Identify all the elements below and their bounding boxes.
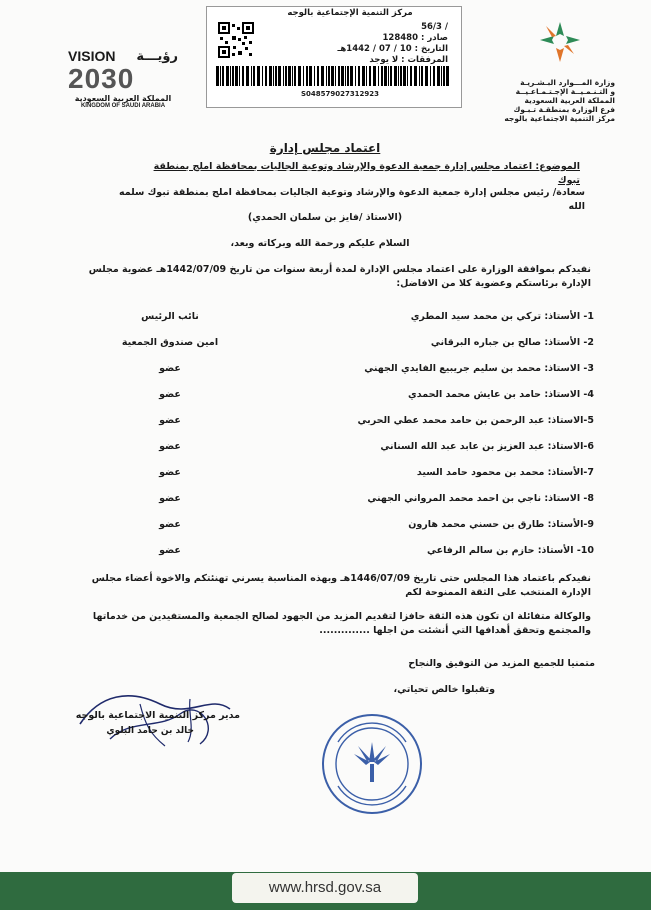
member-role: عضو — [159, 389, 181, 400]
vision-country-ar: المملكة العربية السعودية — [74, 94, 172, 103]
member-role: عضو — [159, 441, 181, 452]
ministry-line: فرع الوزارة بمنطقـة تـبـوك — [513, 105, 615, 114]
signer-name: خالد بن حامد البلوي — [106, 726, 194, 736]
official-seal-icon — [320, 712, 424, 816]
footer-website-link[interactable]: www.hrsd.gov.sa — [268, 879, 382, 896]
member-role: عضو — [159, 363, 181, 374]
member-name: 6-الاستاذ: عبد العزيز بن عابد عبد الله السناني — [380, 441, 594, 452]
signer-title: مدير مركز التنمية الاجتماعية بالوجه — [75, 710, 240, 721]
vision-year: 2030 — [68, 63, 135, 94]
member-role: عضو — [159, 493, 181, 504]
stamp-ref-number: / 56/3 — [421, 22, 448, 32]
member-role: عضو — [159, 467, 181, 478]
qr-code-icon — [218, 22, 254, 58]
vision-arabic-label: رؤيـــة — [136, 49, 178, 64]
stamp-outgoing-number: صادر : 128480 — [382, 33, 448, 43]
member-name: 7-الأستاذ: محمد بن محمود حامد السيد — [416, 467, 594, 478]
member-name: 4- الاستاذ: حامد بن عايش محمد الحمدي — [408, 389, 594, 400]
stamp-attachments: المرفقات : لا يوجد — [369, 55, 448, 65]
letter-heading: اعتماد مجلس إدارة — [269, 141, 381, 155]
stamp-center-name: مركز التنمية الإجتماعية بالوجه — [287, 8, 413, 18]
ministry-name-block — [490, 78, 615, 123]
member-role: نائب الرئيس — [141, 311, 199, 322]
ministry-line: و التـنـمـيــة الإجـتـمـاعـيــة — [515, 87, 615, 96]
barcode-icon — [216, 66, 452, 86]
member-name: 3- الاستاذ: محمد بن سليم جريبيع الفايدي الجهني — [364, 363, 594, 374]
letter-regards: وتقبلوا خالص تحياتي، — [393, 684, 495, 695]
ministry-line: وزارة المـــوارد البـشـريـة — [520, 78, 615, 87]
member-role: امين صندوق الجمعية — [121, 337, 219, 348]
letter-greeting: السلام عليكم ورحمة الله وبركاته وبعد، — [230, 238, 410, 249]
member-role: عضو — [159, 545, 181, 556]
letter-wishes: متمنيا للجميع المزيد من التوفيق والنجاح — [408, 658, 595, 669]
letter-closing-paragraph: والوكالة متفائلة ان تكون هذه الثقة حافزا لتقديم المزيد من الجهود لصالح الجمعية والمستفيدين من خدماتها والمجتمع وتحقق أهدافها التي أنشئت من اجلها .............. — [92, 611, 591, 636]
member-name: 2- الأستاذ: صالح بن جباره البرقاني — [430, 337, 594, 348]
letter-validity: نفيدكم باعتماد هذا المجلس حتى تاريخ 1446/07/09هـ وبهذه المناسبة يسرني تهنئتكم والاخوة أعضاء مجلس الإدارة المنتخب على الثقة الممنوحة لكم — [91, 573, 591, 598]
letter-addressee: سعادة/ رئيس مجلس إدارة جمعية الدعوة والإرشاد وتوعية الجاليات بمحافظة املج بمنطقة تبوك سلمه الله — [118, 187, 585, 212]
vision-2030-logo — [68, 48, 178, 128]
stamp-date: التاريخ : 10 / 07 / 1442هـ — [337, 44, 448, 54]
member-name: 9-الأستاذ: طارق بن حسني محمد هارون — [408, 519, 594, 530]
barcode-number: S048579027312923 — [300, 90, 380, 98]
ministry-line: مركز التنمية الاجتماعية بالوجه — [504, 114, 615, 123]
ministry-line: المملكة العربية السعودية — [524, 96, 615, 105]
letter-subject: الموضوع: اعتماد مجلس إدارة جمعية الدعوة والإرشاد وتوعية الجاليات بمحافظة املج بمنطقة تبوك — [153, 161, 580, 186]
vision-country-en: KINGDOM OF SAUDI ARABIA — [80, 103, 166, 109]
letter-intro: نفيدكم بموافقة الوزارة على اعتماد مجلس الإدارة لمدة أربعة سنوات من تاريخ 1442/07/09هـ عضوية مجلس الإدارة برئاستكم وعضوية كلا من الافاضل: — [88, 264, 591, 289]
member-role: عضو — [159, 519, 181, 530]
member-name: 8- الاستاذ: ناجي بن احمد محمد المرواني الجهني — [367, 493, 594, 504]
member-name: 5-الاستاذ: عبد الرحمن بن حامد محمد عطي الحربي — [357, 415, 594, 426]
member-role: عضو — [159, 415, 181, 426]
member-name: 10- الأستاذ: حازم بن سالم الرفاعي — [426, 545, 594, 556]
ministry-logo-icon — [536, 18, 584, 66]
vision-label: VISION — [68, 48, 116, 64]
addressee-name: (الاستاذ /فايز بن سلمان الحمدي) — [247, 212, 403, 223]
member-name: 1- الأستاذ: تركي بن محمد سيد المطري — [410, 311, 594, 322]
